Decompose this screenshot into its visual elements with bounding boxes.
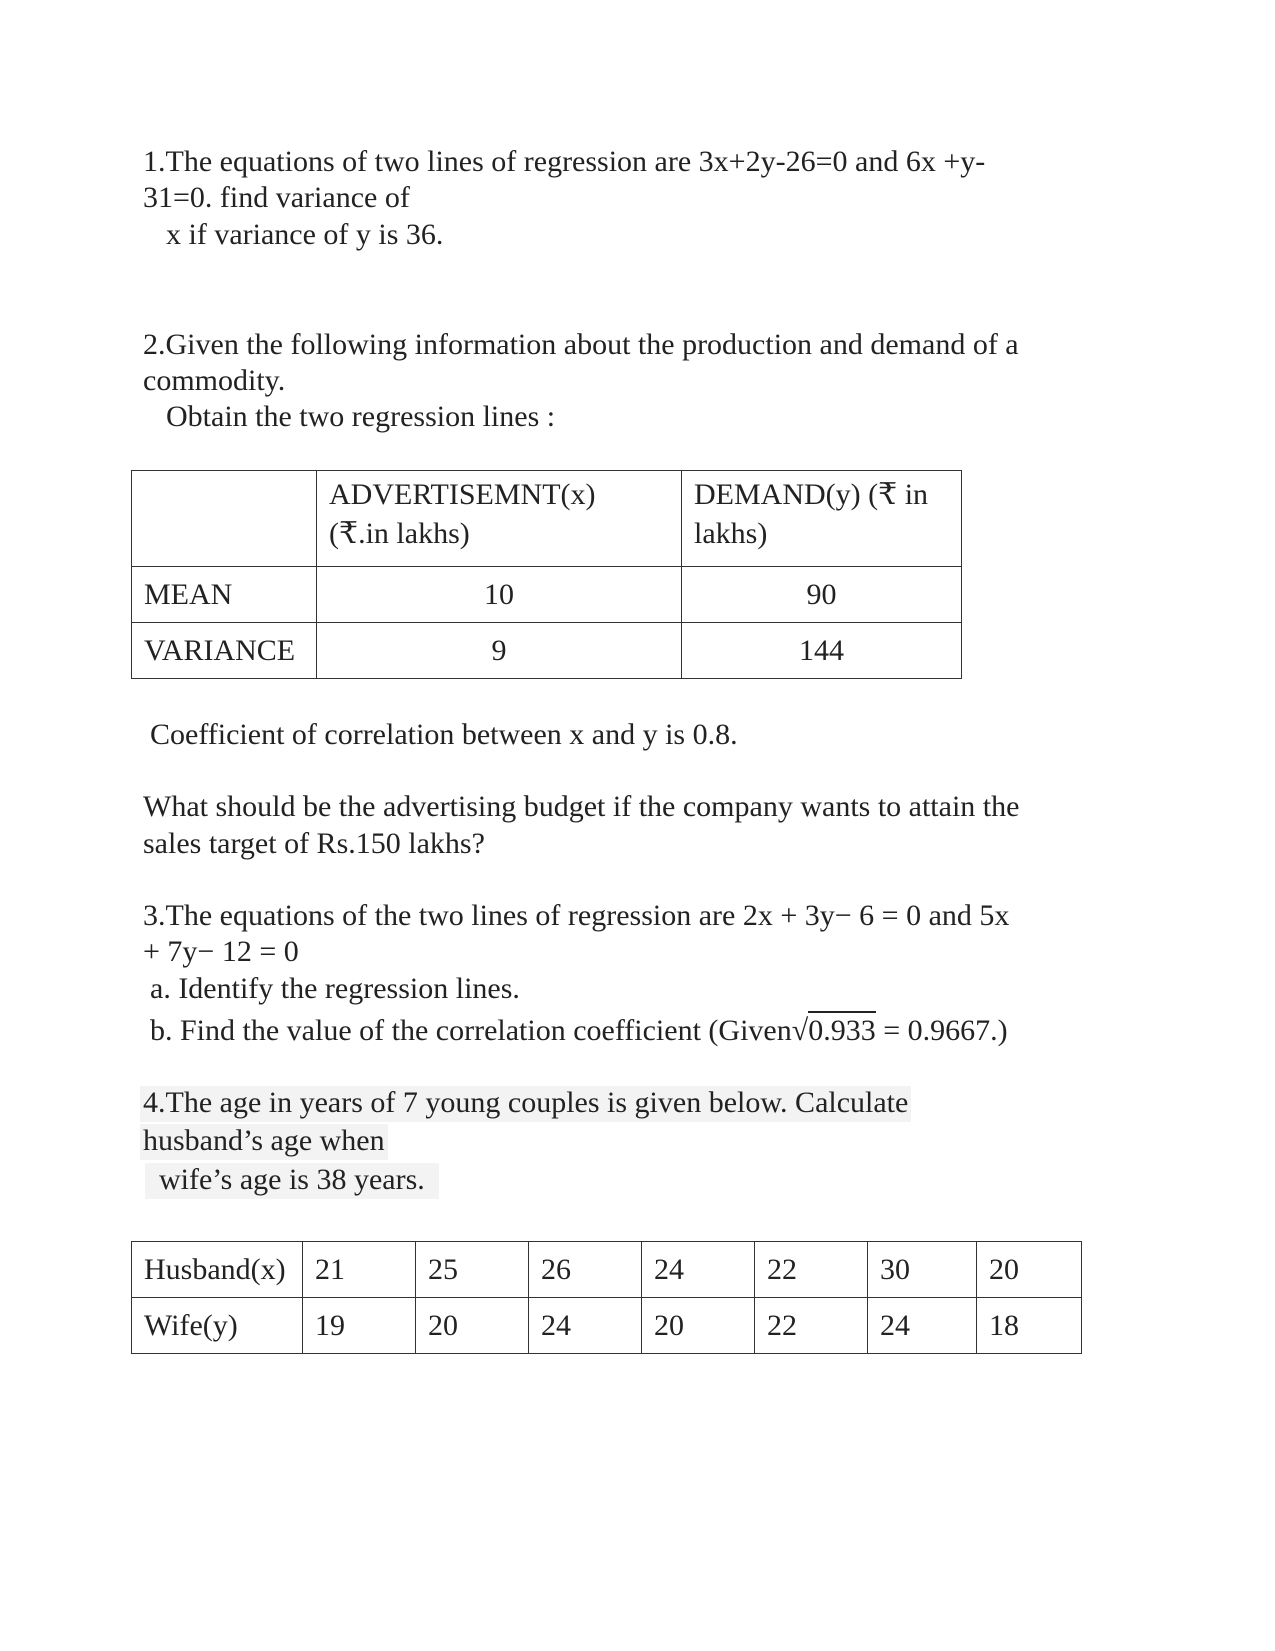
table-cell: 19 xyxy=(303,1298,416,1354)
table-cell: 24 xyxy=(529,1298,642,1354)
q4-highlight-block xyxy=(140,1086,1018,1204)
table-cell: 144 xyxy=(682,623,962,679)
row-label: VARIANCE xyxy=(132,623,317,679)
table-cell: 20 xyxy=(642,1298,755,1354)
q3-part-a: a. Identify the regression lines. xyxy=(150,972,520,1005)
advertisement-header xyxy=(317,471,682,567)
q4-line-3: wife’s age is 38 years. xyxy=(145,1163,439,1199)
table-header-row xyxy=(132,471,962,567)
table-cell: 24 xyxy=(642,1242,755,1298)
row-label: Husband(x) xyxy=(132,1242,303,1298)
table-cell: 30 xyxy=(868,1242,977,1298)
q3-part-b-text: b. Find the value of the correlation coefficient (Given xyxy=(150,1014,792,1047)
table-row xyxy=(132,623,962,679)
q4-line-2: husband’s age when xyxy=(140,1124,388,1160)
correlation-statement: Coefficient of correlation between x and y is 0.8. xyxy=(150,718,738,751)
row-label: MEAN xyxy=(132,567,317,623)
q1-line-3: x if variance of y is 36. xyxy=(166,218,444,251)
sqrt-sign: √ xyxy=(791,1014,809,1047)
mean-variance-table xyxy=(131,470,962,679)
table-cell: 22 xyxy=(755,1298,868,1354)
q3-part-b-result: = 0.9667.) xyxy=(875,1014,1008,1047)
advertisement-header-line-1: ADVERTISEMNT(x) xyxy=(329,478,596,511)
q1-line-2: 31=0. find variance of xyxy=(143,181,410,214)
table-row xyxy=(132,567,962,623)
row-label: Wife(y) xyxy=(132,1298,303,1354)
q1-line-1: 1.The equations of two lines of regression are 3x+2y-26=0 and 6x +y- xyxy=(143,145,986,178)
q4-line-1: 4.The age in years of 7 young couples is given below. Calculate xyxy=(140,1086,911,1122)
sqrt-argument: 0.933 xyxy=(808,1011,876,1047)
q3-part-b xyxy=(150,1016,1008,1046)
q2-question-line-2: sales target of Rs.150 lakhs? xyxy=(143,827,485,860)
table-cell: 90 xyxy=(682,567,962,623)
demand-header-line-1: DEMAND(y) (₹ in xyxy=(694,478,929,511)
table-cell: 10 xyxy=(317,567,682,623)
table-cell: 26 xyxy=(529,1242,642,1298)
table-cell: 24 xyxy=(868,1298,977,1354)
table-cell: 9 xyxy=(317,623,682,679)
table-cell: 25 xyxy=(416,1242,529,1298)
table-row xyxy=(132,1242,1082,1298)
table-cell: 20 xyxy=(416,1298,529,1354)
q2-line-2: commodity. xyxy=(143,364,286,397)
q2-question-line-1: What should be the advertising budget if the company wants to attain the xyxy=(143,790,1020,823)
q3-line-1: 3.The equations of the two lines of regression are 2x + 3y− 6 = 0 and 5x xyxy=(143,899,1010,932)
q2-line-3: Obtain the two regression lines : xyxy=(166,400,556,433)
table-cell: 22 xyxy=(755,1242,868,1298)
couples-age-table xyxy=(131,1241,1082,1354)
q3-line-2: + 7y− 12 = 0 xyxy=(143,935,299,968)
table-cell: 20 xyxy=(977,1242,1082,1298)
table-corner-cell xyxy=(132,471,317,567)
demand-header xyxy=(682,471,962,567)
q2-line-1: 2.Given the following information about the production and demand of a xyxy=(143,328,1019,361)
table-cell: 21 xyxy=(303,1242,416,1298)
table-row xyxy=(132,1298,1082,1354)
demand-header-line-2: lakhs) xyxy=(694,517,768,550)
table-cell: 18 xyxy=(977,1298,1082,1354)
advertisement-header-line-2: (₹.in lakhs) xyxy=(329,517,470,550)
